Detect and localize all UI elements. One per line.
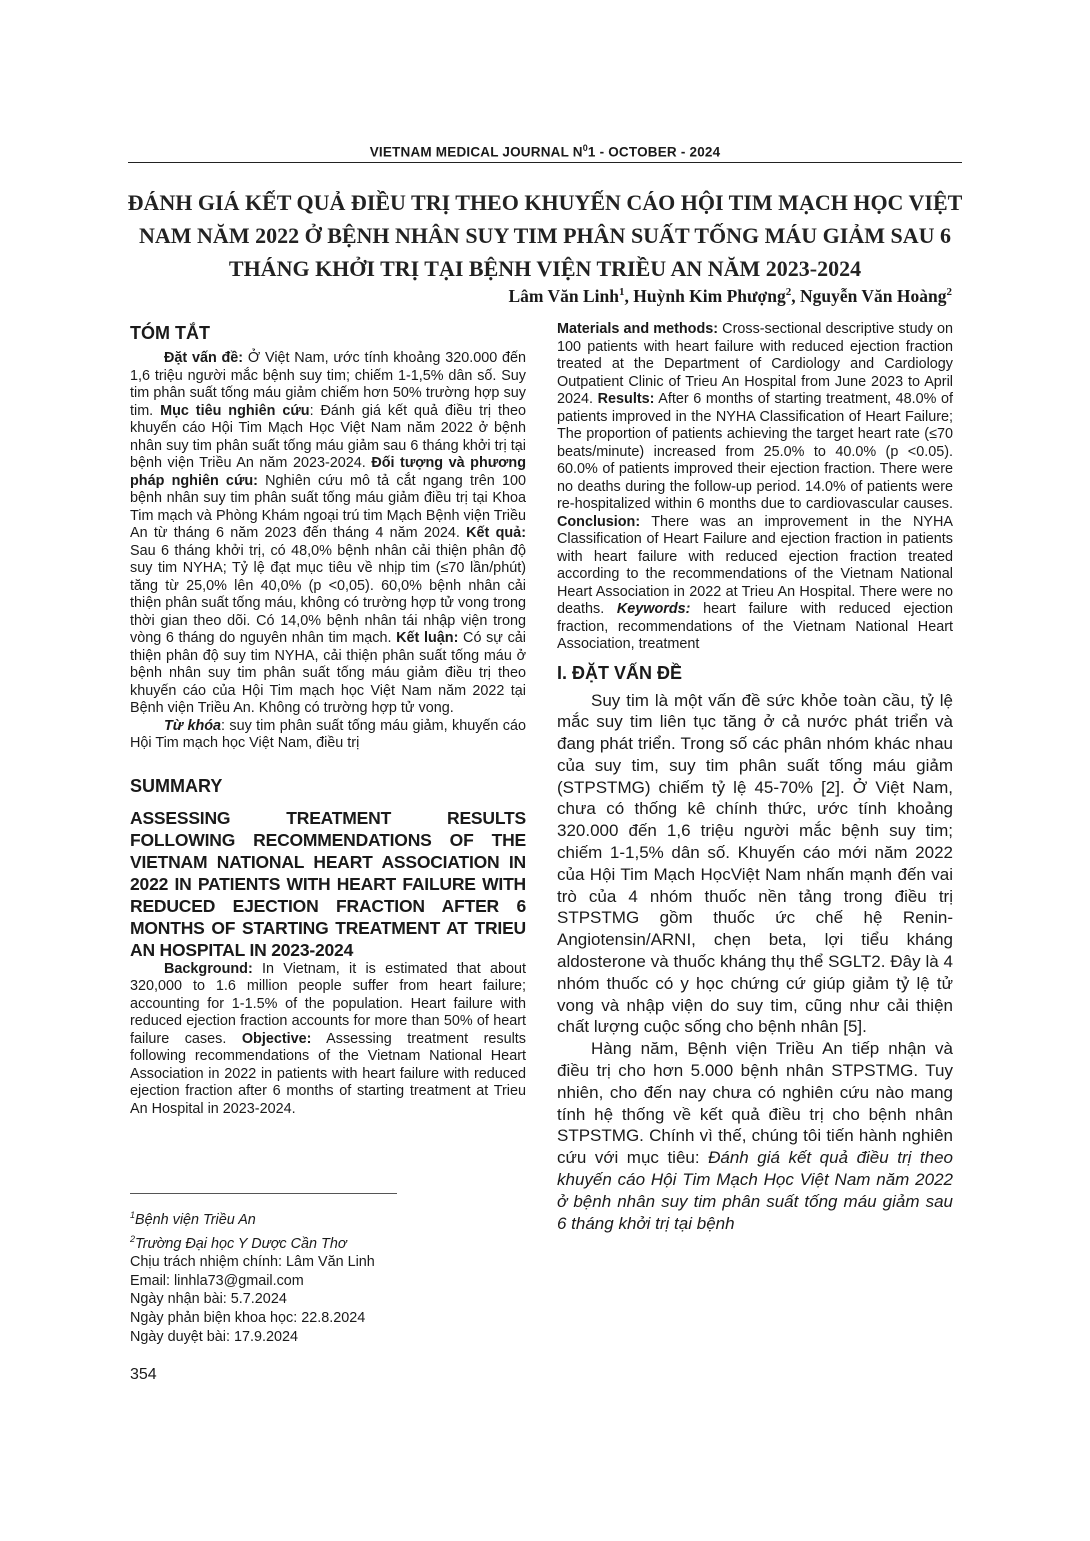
label-dat-van-de: Đặt vấn đề:: [164, 350, 244, 366]
english-abstract-part2: [557, 321, 953, 654]
responsible-author: Chịu trách nhiệm chính: Lâm Văn Linh: [130, 1254, 375, 1270]
tom-tat-heading: [130, 322, 526, 344]
affiliation-2-text: Trường Đại học Y Dược Cần Thơ: [135, 1235, 347, 1252]
affiliation-2-sup: 2: [130, 1233, 136, 1244]
label-objective: Objective:: [241, 1030, 312, 1047]
footnotes: [130, 1206, 530, 1347]
affiliation-1-text: Bệnh viện Triều An: [135, 1211, 256, 1228]
label-keywords: Keywords:: [616, 601, 691, 617]
header-rule: [128, 162, 962, 163]
journal-header-number-sup: 0: [582, 143, 588, 153]
label-methods: Materials and methods:: [557, 321, 719, 337]
article-title: ĐÁNH GIÁ KẾT QUẢ ĐIỀU TRỊ THEO KHUYẾN CÁO HỘI TIM MẠCH HỌC VIỆT NAM NĂM 2022 Ở BỆNH NHÂN SUY TIM PHÂN SUẤT TỐNG MÁU GIẢM SAU 6 THÁNG KHỞI TRỊ TẠI BỆNH VIỆN TRIỀU AN NĂM 2023-2024: [127, 190, 963, 281]
vietnamese-keywords: [130, 718, 526, 753]
text-objective: Assessing treatment results following recommendations of the Vietnam National Heart Association in 2022 in patients with heart failure with reduced ejection fraction after 6 months of starting treatment at Trieu An Hospital in 2023-2024.: [130, 1030, 526, 1117]
vietnamese-abstract: [130, 350, 526, 718]
journal-header-suffix: 1 - OCTOBER - 2024: [587, 144, 721, 160]
review-date: Ngày phản biện khoa học: 22.8.2024: [130, 1310, 366, 1327]
author-name: Lâm Văn Linh: [508, 286, 619, 306]
affiliation-2: [130, 1230, 530, 1254]
summary-heading: SUMMARY: [130, 775, 223, 796]
introduction-paragraph-2: [557, 1038, 953, 1234]
text-conclusion: There was an improvement in the NYHA Classification of Heart Failure and ejection fraction in patients with heart failure with reduced ejection fraction treated according to the recommendations of the Vietnam National Heart Association in 2022 at Trieu An Hospital. There were no deaths.: [557, 513, 953, 617]
label-background: Background:: [164, 960, 253, 977]
introduction-heading: I. ĐẶT VẤN ĐỀ: [557, 662, 683, 683]
author-list: Lâm Văn Linh$^1$, Huỳnh Kim Phượng$^2$, Nguyễn Văn Hoàng$^2$: [508, 286, 952, 306]
text-ket-qua: Sau 6 tháng khởi trị, có 48,0% bệnh nhân cải thiện phân độ suy tim NYHA; Tỷ lệ đạt mục tiêu về nhịp tim (≤70 lần/phút) tăng từ 25,0% lên 40,0% (p <0,05). 60,0% bệnh nhân cải thiện phân suất tống máu, không có trường hợp tử vong trong thời gian theo dõi. Có 14,0% bệnh nhân tái nhập viện trong vòng 6 tháng do nguyên nhân tim mạch.: [130, 542, 526, 646]
left-column: [130, 322, 526, 1118]
text-ket-luan: Có sự cải thiện phân độ suy tim NYHA, cải thiện phân suất tống máu ở bệnh nhân suy tim phân suất tống máu giảm điều trị theo khuyến cáo của Hội Tim mạch học Việt Nam năm 2022 tại Bệnh viện Triều An. Không có trường hợp tử vong.: [130, 630, 527, 716]
page-number: 354: [130, 1366, 157, 1383]
english-title: ASSESSING TREATMENT RESULTS FOLLOWING RECOMMENDATIONS OF THE VIETNAM NATIONAL HEART ASSOCIATION IN 2022 IN PATIENTS WITH HEART FAILURE WITH REDUCED EJECTION FRACTION AFTER 6 MONTHS OF STARTING TREATMENT AT TRIEU AN HOSPITAL IN 2023-2024: [130, 807, 526, 960]
text-keywords: heart failure with reduced ejection fraction, recommendations of the Vietnam National Heart Association, treatment: [557, 601, 953, 652]
journal-header: [128, 143, 962, 160]
journal-header-prefix: VIETNAM MEDICAL JOURNAL N: [369, 144, 583, 160]
accepted-date: Ngày duyệt bài: 17.9.2024: [130, 1328, 299, 1345]
author-affiliation: 2: [946, 286, 952, 299]
contact-email: Email: linhla73@gmail.com: [130, 1272, 304, 1289]
introduction-section: [557, 662, 953, 1235]
label-results: Results:: [597, 391, 655, 407]
label-tu-khoa: Từ khóa: [164, 717, 222, 734]
label-ket-qua: Kết quả:: [466, 525, 526, 541]
tom-tat-heading-text: TÓM TẮT: [130, 323, 210, 343]
introduction-objective: Đánh giá kết quả điều trị theo khuyến cáo Hội Tim Mạch Học Việt Nam năm 2022 ở bệnh nhân suy tim phân suất tống máu giảm sau 6 tháng khởi trị tại bệnh: [557, 1148, 953, 1233]
text-dat-van-de: Ở Việt Nam, ước tính khoảng 320.000 đến 1,6 triệu người mắc bệnh suy tim; chiếm 1-1,5% dân số. Suy tim phân suất tống máu giảm chiếm hơn 50% trường hợp suy tim.: [130, 350, 526, 419]
affiliation-1-sup: 1: [130, 1210, 136, 1220]
label-ket-luan: Kết luận:: [396, 630, 459, 646]
text-background: In Vietnam, it is estimated that about 320,000 to 1.6 million people suffer from heart failure; accounting for 1-1.5% of the population. Heart failure with reduced ejection fraction accounts for more than 50% of heart failure cases.: [130, 960, 526, 1047]
author-name: Huỳnh Kim Phượng: [633, 286, 786, 306]
introduction-paragraph-1: Suy tim là một vấn đề sức khỏe toàn cầu, tỷ lệ mắc suy tim liên tục tăng ở cả nước phát triển và đang phát triển. Trong số các phân nhóm khác nhau của suy tim, suy tim phân suất tống máu giảm (STPSTMG) chiếm tỷ lệ 45-70% [2]. Ở Việt Nam, chưa có thống kê chính thức, ước tính khoảng 320.000 đến 1,6 triệu người mắc bệnh suy tim; chiếm 1-1,5% dân số. Khuyến cáo mới năm 2022 của Hội Tim Mạch HọcViệt Nam nhấn mạnh đến vai trò của 4 nhóm thuốc nền tảng trong điều trị STPSTMG gồm thuốc ức chế hệ Renin-Angiotensin/ARNI, chẹn beta, lợi tiểu kháng aldosterone và thuốc kháng thụ thể SGLT2. Đây là 4 nhóm thuốc có y học chứng cứ giúp giảm tỷ lệ tử vong và nhập viện do suy tim, cũng như cải thiện chất lượng cuộc sống cho bệnh nhân [5].: [557, 690, 953, 1037]
label-doi-tuong: Đối tượng và phương pháp nghiên cứu:: [130, 455, 526, 489]
text-methods: Cross-sectional descriptive study on 100 patients with heart failure with reduced ejection fraction treated at the Department of Cardiology and Cardiology Outpatient Clinic of Trieu An Hospital from June 2023 to April 2024.: [557, 321, 953, 407]
right-column: [557, 321, 953, 1234]
author-name: Nguyễn Văn Hoàng: [799, 286, 947, 306]
text-tu-khoa: : suy tim phân suất tống máu giảm, khuyến cáo Hội Tim mạch học Việt Nam, điều trị: [130, 717, 526, 751]
author-affiliation: 2: [785, 286, 792, 299]
label-muc-tieu: Mục tiêu nghiên cứu: [160, 402, 310, 419]
introduction-paragraph-2-text: Hàng năm, Bệnh viện Triều An tiếp nhận và điều trị cho hơn 5.000 bệnh nhân STPSTMG. Tuy nhiên, cho đến nay chưa có nghiên cứu nào mang tính hệ thống về kết quả điều trị cho bệnh nhân STPSTMG. Chính vì thế, chúng tôi tiến hành nghiên cứu với mục tiêu:: [557, 1039, 953, 1168]
text-muc-tieu: : Đánh giá kết quả điều trị theo khuyến cáo Hội Tim Mạch Học Việt Nam năm 2022 ở bệnh nhân suy tim phân suất tống máu giảm sau 6 tháng khởi trị tại bệnh viện Triều An năm 2023-2024.: [130, 402, 526, 471]
text-doi-tuong: Nghiên cứu mô tả cắt ngang trên 100 bệnh nhân suy tim phân suất tống máu giảm điều trị tại Khoa Tim mạch và Phòng Khám ngoại trú tim Mạch Bệnh viện Triều An từ tháng 6 năm 2023 đến tháng 4 năm 2024.: [130, 472, 527, 541]
received-date: Ngày nhận bài: 5.7.2024: [130, 1291, 287, 1308]
author-affiliation: 1: [619, 286, 625, 299]
footnote-rule: [130, 1193, 397, 1194]
english-abstract-part1: [130, 961, 526, 1119]
affiliation-1: [130, 1206, 530, 1230]
text-results: After 6 months of starting treatment, 48.0% of patients improved in the NYHA Classification of Heart Failure; The proportion of patients achieving the target heart rate (≤70 beats/minute) increased from 25.0% to 40.0% (p <0.05). 60.0% of patients improved their ejection fraction. There were no deaths during the follow-up period. 14.0% of patients were re-hospitalized within 6 months due to cardiovascular causes.: [557, 391, 953, 512]
label-conclusion: Conclusion:: [557, 513, 641, 530]
